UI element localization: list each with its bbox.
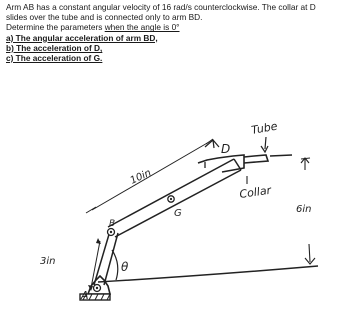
tube-pointer [261,137,268,152]
problem-line-2: slides over the tube and is connected only to arm BD. [6,12,203,23]
label-3in: 3in [40,256,56,267]
label-tube: Tube [250,119,279,137]
label-10in: 10in [128,167,154,187]
problem-line-3-prefix: Determine the parameters [6,22,105,33]
label-a: A [81,289,89,302]
label-6in: 6in [296,204,312,215]
d-direction-arrow [205,140,219,148]
part-a: a) The angular acceleration of arm BD, [6,32,158,43]
point-g [168,196,174,202]
part-b: b) The acceleration of D, [6,42,103,53]
label-collar: Collar [238,183,272,201]
problem-line-1: Arm AB has a constant angular velocity of 16 rad/s counterclockwise. The collar at D [6,2,316,12]
label-b: B [109,219,116,229]
label-g: G [174,208,182,219]
reference-line [98,266,318,282]
problem-line-3-condition: when the angle is 0° [104,22,180,33]
pin-a [94,285,101,292]
pin-b [108,229,115,236]
label-d: D [221,142,231,156]
part-c: c) The acceleration of G. [6,53,103,64]
tube [244,155,292,163]
label-theta: θ [121,260,129,274]
